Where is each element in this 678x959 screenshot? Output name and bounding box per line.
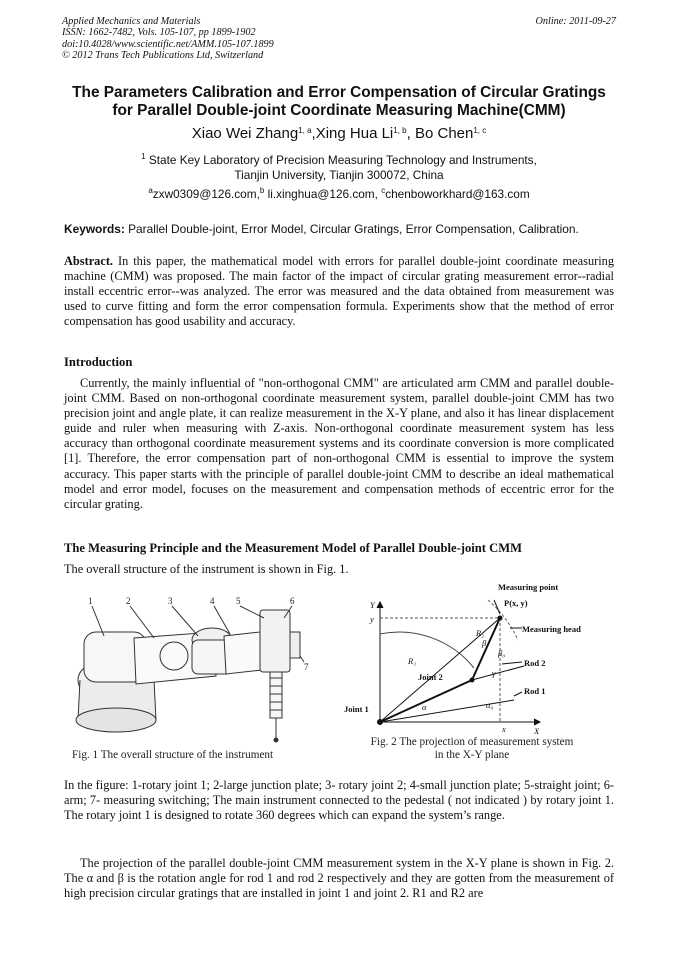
author-name: Bo Chen	[414, 125, 474, 142]
affil-line-1: State Key Laboratory of Precision Measuring Technology and Instruments,	[145, 153, 537, 167]
fig2-caption	[337, 736, 607, 762]
email-line	[0, 187, 678, 201]
title-line-1: The Parameters Calibration and Error Compensation of Circular Gratings	[72, 84, 606, 101]
issn-line: ISSN: 1662-7482, Vols. 105-107, pp 1899-1902	[62, 27, 256, 39]
keywords-label: Keywords:	[64, 222, 125, 236]
figure-description: In the figure: 1-rotary joint 1; 2-large junction plate; 3- rotary joint 2; 4-small junction plate; 5-straight joint; 6-arm; 7- measuring switching; The main instrument connected to the pedestal ( not indicated ) by rotary joint 1. The rotary joint 1 is designed to rotate 360 degrees which can expand the system’s range.	[64, 778, 614, 823]
fig2-beta0-label: β₀	[498, 648, 506, 658]
fig1-label: 4	[210, 596, 215, 606]
fig2-gamma-label: γ	[492, 668, 496, 678]
measuring-point-marker	[498, 616, 503, 621]
author-affil-sup: 1, b	[393, 126, 407, 135]
intro-paragraph: Currently, the mainly influential of "non-orthogonal CMM" are articulated arm CMM and parallel double-joint CMM. Based on non-orthogonal coordinate measurement system, parallel double-joint CMM has two precision joint and angle plate, it can realize measurement in the X-Y plane, and also it has linear displacement guide and ruler when measuring with Z-axis. Non-orthogonal coordinate measurement system has less accuracy than orthogonal coordinate measurement systems and its coordinate conversion is more complicated [1]. Therefore, the error compensation part of non-orthogonal CMM is essential to improve the system accuracy. This paper starts with the principle of parallel double-joint CMM to describe an ideal mathematical model and error model, focuses on the measurement and compensation methods of eccentric error for the circular grating.	[64, 376, 614, 511]
abstract	[64, 254, 614, 329]
email-sup: b	[259, 186, 265, 195]
fig2-x-axis-label: X	[534, 726, 540, 736]
fig1-label: 7	[304, 662, 309, 672]
fig2-r2-label: R₂	[476, 628, 485, 638]
fig2-alpha0-label: α₀	[486, 700, 494, 710]
journal-header	[62, 16, 616, 62]
fig2-measuring-head-label: Measuring head	[522, 624, 581, 634]
journal-name: Applied Mechanics and Materials	[62, 16, 201, 27]
intro-heading: Introduction	[64, 355, 133, 369]
fig2-beta-label: β	[482, 638, 487, 648]
email-sup: a	[148, 186, 153, 195]
fig2-alpha-label: α	[422, 702, 427, 712]
fig2-r1-label: R₁	[408, 656, 417, 666]
fig2-caption-line-2: in the X-Y plane	[434, 749, 510, 761]
keywords	[64, 222, 618, 236]
email-b: li.xinghua@126.com,	[264, 187, 382, 201]
author-name: Xiao Wei Zhang	[191, 125, 299, 142]
fig1-caption: Fig. 1 The overall structure of the instrument	[72, 749, 274, 761]
joint2-marker	[470, 678, 475, 683]
email-c: chenboworkhard@163.com	[385, 187, 530, 201]
fig2-joint1-label: Joint 1	[344, 704, 369, 714]
fig1-label: 1	[88, 596, 93, 606]
fig2-y-axis-label: Y	[370, 600, 375, 610]
keywords-text: Parallel Double-joint, Error Model, Circular Gratings, Error Compensation, Calibration.	[124, 222, 579, 236]
author-separator: ,	[311, 125, 316, 142]
copyright-line: © 2012 Trans Tech Publications Ltd, Switzerland	[62, 50, 264, 62]
fig2-rod2-label: Rod 2	[524, 658, 546, 668]
author-separator: ,	[406, 125, 415, 142]
paper-title	[50, 84, 628, 119]
fig2-caption-line-1: Fig. 2 The projection of measurement system	[370, 736, 574, 748]
author-name: Xing Hua Li	[315, 125, 394, 142]
projection-paragraph: The projection of the parallel double-joint CMM measurement system in the X-Y plane is shown in Fig. 2. The α and β is the rotation angle for rod 1 and rod 2 respectively and they are gotten from the measurement of high precision circular gratings that are installed in joint 1 and joint 2. R1 and R2 are	[64, 856, 614, 901]
fig2-measuring-point-label: Measuring point	[498, 582, 559, 592]
author-affil-sup: 1, a	[298, 126, 312, 135]
author-affil-sup: 1, c	[473, 126, 487, 135]
fig2-y-small-label: y	[370, 614, 374, 624]
fig1-label: 2	[126, 596, 131, 606]
affil-line-2: Tianjin University, Tianjin 300072, China	[234, 168, 444, 182]
email-sup: c	[381, 186, 386, 195]
affil-number: 1	[141, 152, 146, 161]
abstract-text: In this paper, the mathematical model with errors for parallel double-joint coordinate measuring machine (CMM) was proposed. The main factor of the impact of circular grating measurement error--radial install eccentric error--was analyzed. The error was measured and the data obtained from measurement was used to curve fitting and form the error compensation formula. Experiments show that the method of error compensation has good usability and accuracy.	[64, 254, 614, 329]
fig1-label: 5	[236, 596, 241, 606]
author-list	[0, 125, 678, 142]
section2-heading: The Measuring Principle and the Measurement Model of Parallel Double-joint CMM	[64, 541, 522, 555]
fig2-projection-diagram	[338, 580, 620, 742]
fig2-joint2-label: Joint 2	[418, 672, 443, 682]
abstract-label: Abstract.	[64, 254, 114, 268]
title-line-2: for Parallel Double-joint Coordinate Measuring Machine(CMM)	[112, 101, 566, 119]
fig1-label: 6	[290, 596, 295, 606]
fig1-structure-drawing	[64, 592, 328, 750]
doi-line: doi:10.4028/www.scientific.net/AMM.105-107.1899	[62, 38, 274, 50]
fig1-label: 3	[168, 596, 173, 606]
email-a: zxw0309@126.com,	[152, 187, 260, 201]
joint1-marker	[377, 719, 383, 725]
fig2-x-small-label: x	[502, 724, 506, 734]
affiliation	[0, 153, 678, 183]
section2-intro: The overall structure of the instrument is shown in Fig. 1.	[64, 562, 349, 576]
fig2-point-label: P(x, y)	[504, 598, 528, 608]
online-date: Online: 2011-09-27	[535, 16, 616, 27]
fig2-rod1-label: Rod 1	[524, 686, 546, 696]
